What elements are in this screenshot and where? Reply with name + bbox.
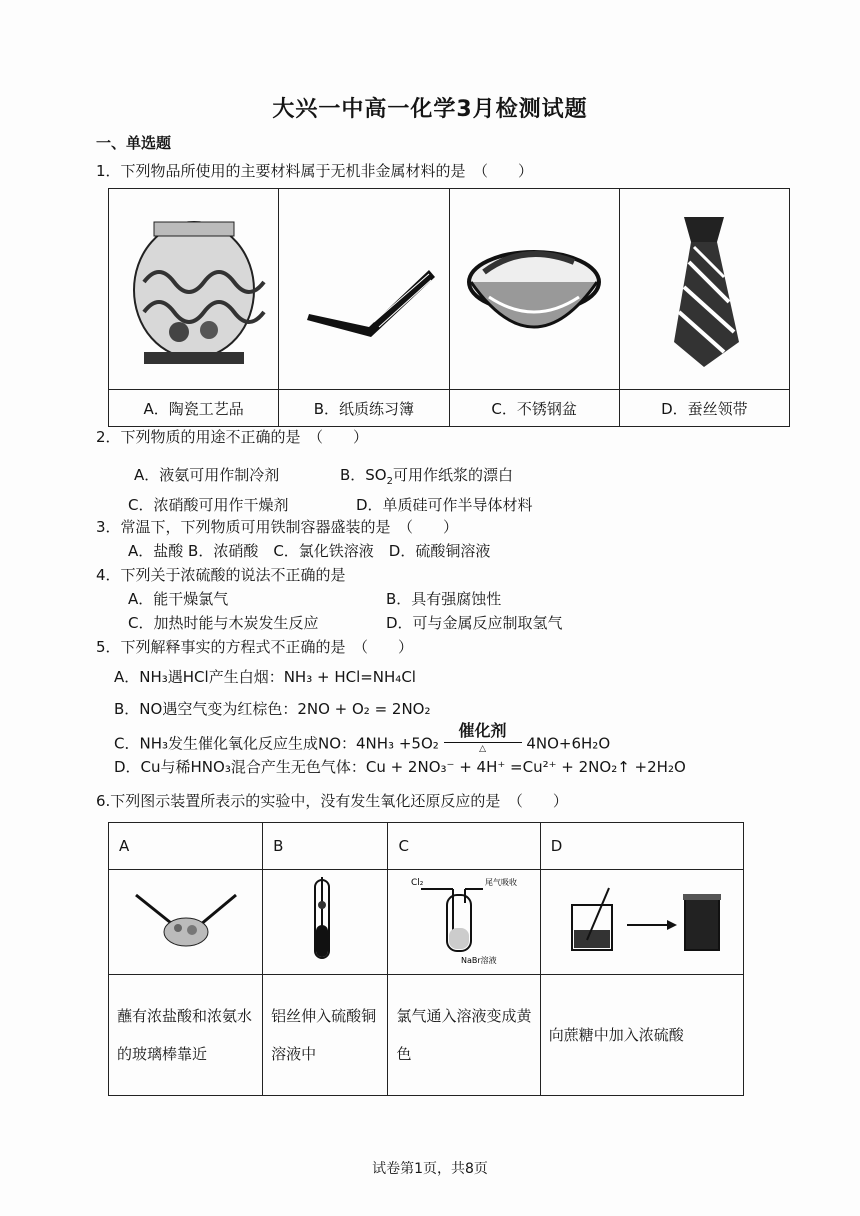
question-6-stem: 6.下列图示装置所表示的实验中，没有发生氧化还原反应的是 （ ） bbox=[96, 792, 568, 810]
q6-header-b: B bbox=[263, 823, 388, 870]
notebook-image bbox=[279, 189, 449, 390]
cl2-label: Cl₂ bbox=[411, 877, 424, 888]
q6-header-a: A bbox=[109, 823, 263, 870]
q4-option-b: B．具有强腐蚀性 bbox=[386, 590, 502, 608]
q4-option-a: A．能干燥氯气 bbox=[128, 590, 229, 608]
page-footer: 试卷第1页，共8页 bbox=[372, 1161, 488, 1177]
q6-desc-c: 氯气通入溶液变成黄色 bbox=[388, 975, 540, 1096]
q5-option-c: C．NH₃发生催化氧化反应生成NO：4NH₃ +5O₂ 催化剂 △ 4NO+6H₂O bbox=[114, 726, 610, 762]
steel-basin-image bbox=[449, 189, 619, 390]
q6-header-d: D bbox=[540, 823, 743, 870]
porcelain-image bbox=[109, 189, 279, 390]
section-heading: 一、单选题 bbox=[96, 134, 172, 152]
question-3-stem: 3．常温下，下列物质可用铁制容器盛装的是 （ ） bbox=[96, 518, 459, 536]
q6-desc-b: 铝丝伸入硫酸铜溶液中 bbox=[263, 975, 388, 1096]
option-b: B．纸质练习簿 bbox=[279, 390, 449, 427]
catalyst-arrow: 催化剂 △ bbox=[444, 718, 522, 754]
q6-header-c: C bbox=[388, 823, 540, 870]
test-tube-image bbox=[263, 870, 388, 975]
q2-option-a: A．液氨可用作制冷剂 bbox=[134, 466, 280, 484]
question-1-stem: 1．下列物品所使用的主要材料属于无机非金属材料的是 （ ） bbox=[96, 162, 534, 180]
gas-apparatus-image bbox=[388, 870, 540, 975]
page-title: 大兴一中高一化学3月检测试题 bbox=[272, 97, 588, 122]
question-6-table bbox=[108, 822, 744, 1096]
question-1-table bbox=[108, 188, 790, 427]
silk-tie-image bbox=[619, 189, 789, 390]
q5-option-a: A．NH₃遇HCl产生白烟：NH₃ + HCl=NH₄Cl bbox=[114, 668, 416, 686]
glass-rods-image bbox=[109, 870, 263, 975]
q2-option-c: C．浓硝酸可用作干燥剂 bbox=[128, 496, 289, 514]
q2-option-b: B．$SO_2$可用作纸浆的漂白 bbox=[340, 466, 514, 487]
nabr-label: NaBr溶液 bbox=[461, 955, 497, 965]
q5-option-d: D．Cu与稀HNO₃混合产生无色气体：Cu + 2NO₃⁻ + 4H⁺ =Cu²⁺ + 2NO₂↑ +2H₂O bbox=[114, 758, 686, 776]
q2-option-d: D．单质硅可作半导体材料 bbox=[356, 496, 533, 514]
question-2-stem: 2．下列物质的用途不正确的是 （ ） bbox=[96, 428, 369, 446]
option-d: D．蚕丝领带 bbox=[619, 390, 789, 427]
question-4-stem: 4．下列关于浓硫酸的说法不正确的是 bbox=[96, 566, 346, 584]
q5-option-b: B．NO遇空气变为红棕色：2NO + O₂ = 2NO₂ bbox=[114, 700, 431, 718]
option-c: C．不锈钢盆 bbox=[449, 390, 619, 427]
q4-option-d: D．可与金属反应制取氢气 bbox=[386, 614, 563, 632]
question-5-stem: 5．下列解释事实的方程式不正确的是 （ ） bbox=[96, 638, 414, 656]
tail-gas-label: 尾气吸收 bbox=[485, 877, 518, 887]
q6-desc-d: 向蔗糖中加入浓硫酸 bbox=[540, 975, 743, 1096]
sucrose-beakers-image bbox=[540, 870, 743, 975]
option-a: A．陶瓷工艺品 bbox=[109, 390, 279, 427]
q6-desc-a: 蘸有浓盐酸和浓氨水的玻璃棒靠近 bbox=[109, 975, 263, 1096]
q4-option-c: C．加热时能与木炭发生反应 bbox=[128, 614, 319, 632]
q3-options: A．盐酸 B．浓硝酸 C．氯化铁溶液 D．硫酸铜溶液 bbox=[128, 542, 491, 560]
